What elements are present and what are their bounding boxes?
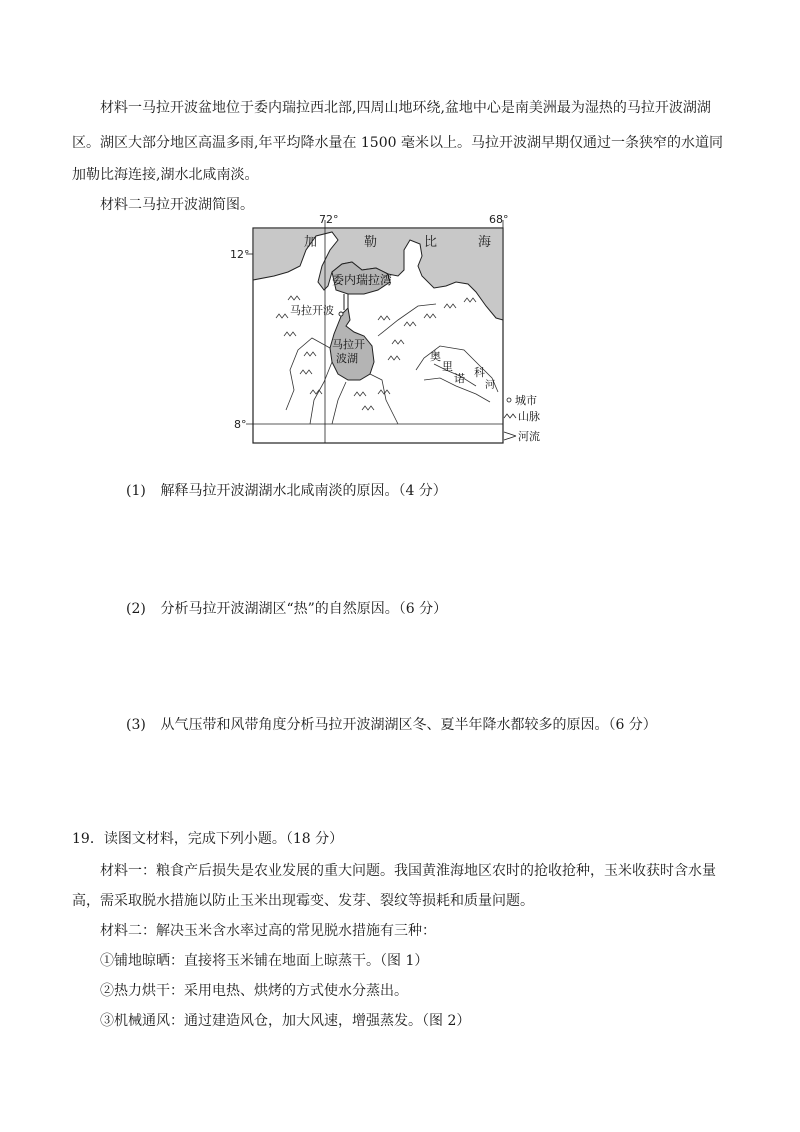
sea-label-char-1: 加 xyxy=(304,235,318,250)
question-2-number: (2) xyxy=(126,601,146,617)
question-3-text: 从气压带和风带角度分析马拉开波湖湖区冬、夏半年降水都较多的原因。（6 分） xyxy=(160,717,657,733)
question-3 xyxy=(126,714,657,734)
maracaibo-map xyxy=(228,210,540,450)
lake-label-2: 波湖 xyxy=(336,352,358,365)
q19-material-2-title: 材料二：解决玉米含水率过高的常见脱水措施有三种： xyxy=(100,923,436,939)
sea-label-char-4: 海 xyxy=(478,235,492,250)
gulf-label: 委内瑞拉湾 xyxy=(332,273,393,287)
question-1-number: (1) xyxy=(126,483,146,499)
river-label-5: 河 xyxy=(485,380,495,391)
river-label-4: 科 xyxy=(474,366,485,379)
sea-label-char-2: 勒 xyxy=(364,235,378,250)
city-label: 马拉开波 xyxy=(290,304,334,317)
river-label-1: 奥 xyxy=(430,350,441,363)
question-2 xyxy=(126,598,447,618)
lon-72-label: 72° xyxy=(319,213,339,226)
legend-city-label: 城市 xyxy=(515,394,537,407)
q19-item-3: ③机械通风：通过建造风仓，加大风速，增强蒸发。（图 2） xyxy=(100,1013,471,1029)
lat-12-label: 12° xyxy=(230,248,250,261)
q19-item-1: ①铺地晾晒：直接将玉米铺在地面上晾蒸干。（图 1） xyxy=(100,953,429,969)
question-2-text: 分析马拉开波湖湖区“热”的自然原因。（6 分） xyxy=(160,601,448,617)
lon-68-label: 68° xyxy=(489,213,509,226)
question-1-text: 解释马拉开波湖湖水北咸南淡的原因。（4 分） xyxy=(160,483,447,499)
q19-material-1-line-1: 材料一：粮食产后损失是农业发展的重大问题。我国黄淮海地区农时的抢收抢种，玉米收获时含水量 xyxy=(100,863,716,879)
material-1-line-3: 加勒比海连接,湖水北咸南淡。 xyxy=(72,167,259,183)
lat-8-label: 8° xyxy=(234,418,247,431)
q19-item-2: ②热力烘干：采用电热、烘烤的方式使水分蒸出。 xyxy=(100,983,408,999)
material-2-title: 材料二马拉开波湖简图。 xyxy=(100,197,254,213)
legend-mountain-label: 山脉 xyxy=(518,410,540,423)
lake-label-1: 马拉开 xyxy=(332,338,365,351)
river-label-3: 诺 xyxy=(454,372,465,385)
sea-label-char-3: 比 xyxy=(424,235,438,250)
legend-river-icon xyxy=(504,432,516,440)
question-1 xyxy=(126,480,447,500)
maracaibo-city-dot xyxy=(339,312,343,316)
q19-material-1-line-2: 高，需采取脱水措施以防止玉米出现霉变、发芽、裂纹等损耗和质量问题。 xyxy=(72,893,534,909)
legend-city-icon xyxy=(507,398,511,402)
material-1-line-1: 材料一马拉开波盆地位于委内瑞拉西北部,四周山地环绕,盆地中心是南美洲最为湿热的马拉开波湖湖 xyxy=(100,100,711,116)
question-3-number: (3) xyxy=(126,717,146,733)
legend-mountain-icon xyxy=(504,414,516,418)
river-label-2: 里 xyxy=(442,360,453,373)
q19-heading: 19．读图文材料，完成下列小题。（18 分） xyxy=(72,831,344,847)
material-1-paragraph xyxy=(72,92,724,124)
legend-river-label: 河流 xyxy=(518,430,540,443)
material-1-line-2: 区。湖区大部分地区高温多雨,年平均降水量在 1500 毫米以上。马拉开波湖早期仅通过一条狭窄的水道同 xyxy=(72,135,723,151)
